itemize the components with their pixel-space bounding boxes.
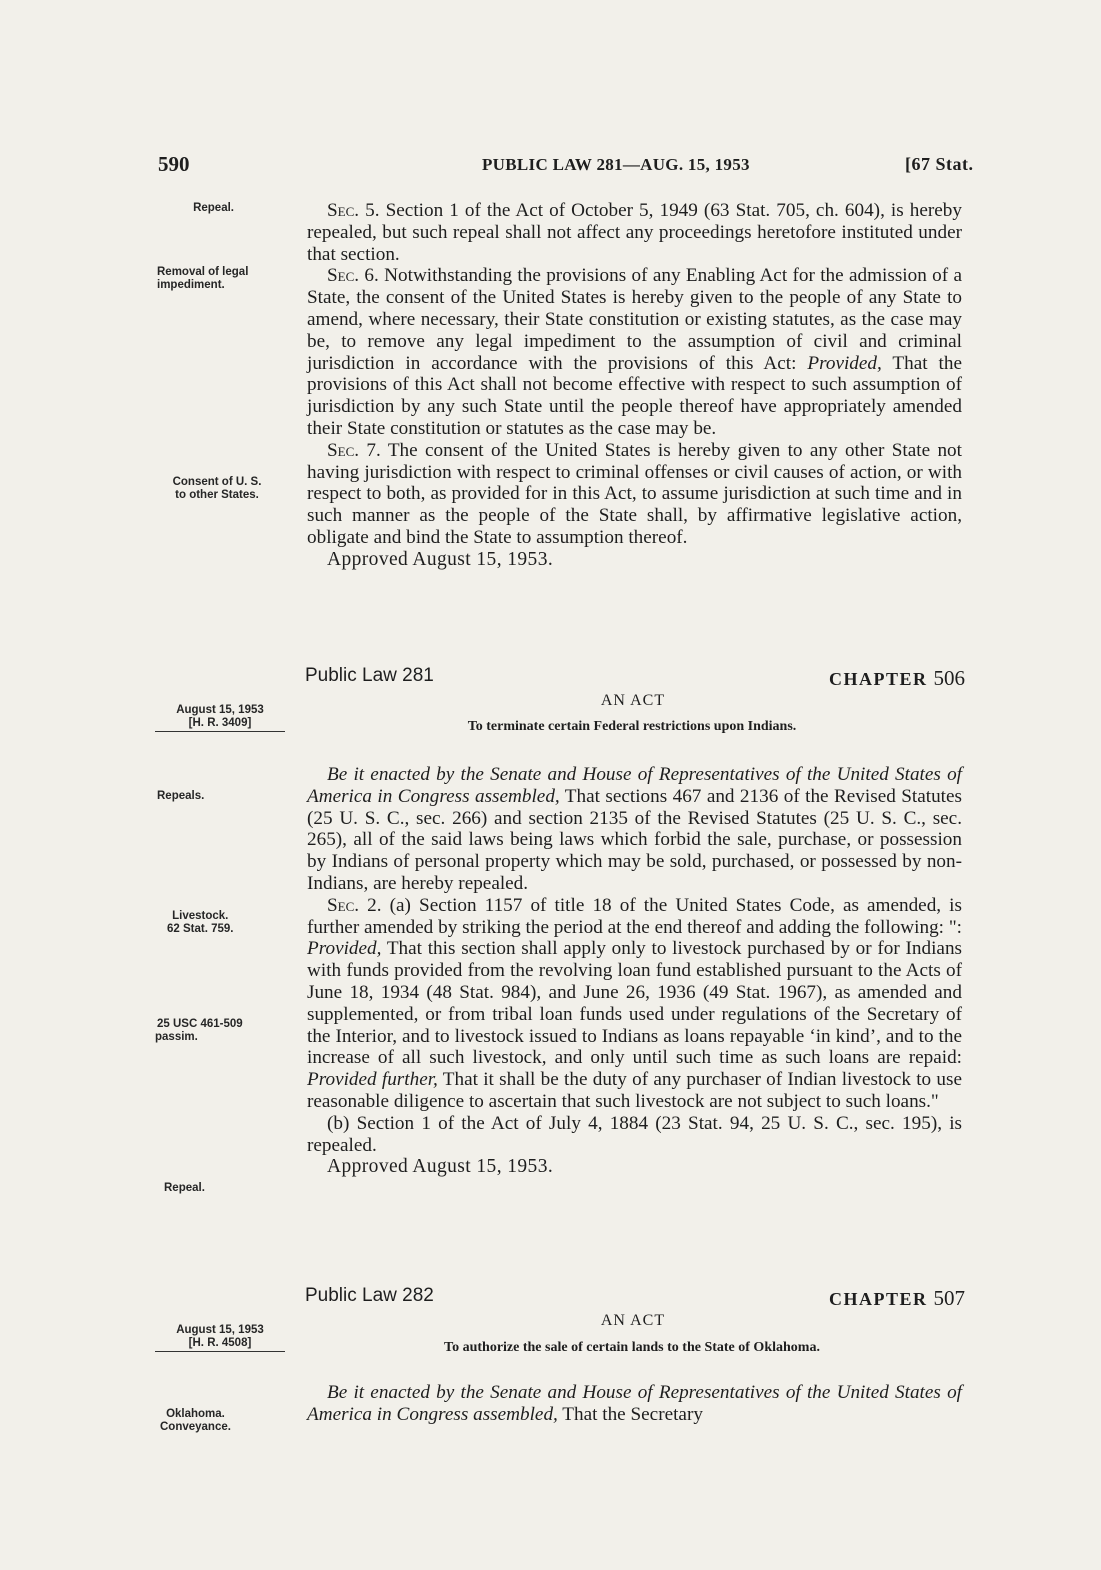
margin-note-repeals: Repeals. — [157, 790, 205, 802]
law-281-section-2b: (b) Section 1 of the Act of July 4, 1884 (23 Stat. 94, 25 U. S. C., sec. 195), is repealed. — [307, 1112, 962, 1156]
approved-line: Approved August 15, 1953. — [327, 548, 554, 570]
margin-note-line: 25 USC 461-509 — [157, 1018, 243, 1030]
section-6 — [307, 265, 962, 439]
running-header — [0, 150, 1101, 180]
section-text: That the Secretary — [557, 1403, 703, 1425]
date-bill-282 — [155, 1324, 285, 1352]
section-label: Sec. 6. — [327, 265, 379, 287]
margin-note-line: Conveyance. — [160, 1421, 231, 1433]
law-281-section-1 — [307, 764, 962, 895]
section-label: Sec. 5. — [327, 200, 380, 221]
section-text: That sections 467 and 2136 of the Revised Statutes (25 U. S. C., sec. 266) and section 2135 of the Revised Statutes (25 U. S. C., sec. 265), all of the said laws being laws which forbid the sale, purchase, or possession by Indians of personal property which may be sold, purchased, or possessed by non-Indians, are hereby repealed. — [307, 785, 962, 894]
enacting-clause: Be it enacted by the Senate and House of Representatives of the United States of America in Congress assembled, — [307, 764, 962, 807]
chapter-number: 506 — [933, 666, 965, 690]
margin-note-line: Oklahoma. — [166, 1408, 225, 1420]
section-label: Sec. 7. — [327, 439, 381, 461]
chapter-506 — [760, 666, 965, 691]
section-text: Notwithstanding the provisions of any Enabling Act for the admission of a State, the consent of the United States is hereby given to the people of any State to amend, where necessary, their State constitution or existing statutes, as the case may be, to remove any legal impediment to the assumption of civil and criminal jurisdiction in accordance with the provisions of this Act: — [307, 265, 962, 374]
margin-note-line: Livestock. — [172, 910, 229, 922]
margin-note-removal-of-legal-impediment — [157, 266, 277, 292]
approved-line-281: Approved August 15, 1953. — [327, 1156, 554, 1178]
provided-italic: Provided, — [307, 938, 382, 960]
public-law-281-heading: Public Law 281 — [305, 665, 434, 686]
margin-note-line: 62 Stat. 759. — [167, 923, 234, 935]
statute-reference: [67 Stat. — [905, 154, 974, 174]
section-label: Sec. 2. — [327, 894, 382, 916]
section-text: The consent of the United States is hereby given to any other State not having jurisdiction with respect to criminal offenses or civil causes of action, or with respect to both, as provided for in this Act, to assume jurisdiction at such time and in such manner as the people of the State shall, by affirmative legislative action, obligate and bind the State to assumption thereof. — [307, 439, 962, 548]
running-title: PUBLIC LAW 281—AUG. 15, 1953 — [482, 155, 750, 174]
law-281-body — [307, 764, 962, 1178]
date-line: August 15, 1953 — [176, 1324, 264, 1336]
margin-note-line: to other States. — [175, 489, 259, 501]
sections-5-to-7 — [307, 200, 962, 571]
section-text: That this section shall apply only to livestock purchased by or for Indians with funds provided from the revolving loan fund established pursuant to the Acts of June 18, 1934 (48 Stat. 984), and June 26, 1936 (49 Stat. 1967), as amended and supplemented, or from tribal loan funds used under regulations of the Secretary of the Interior, and to livestock issued to Indians as loans repayable ‘in kind’, and to the increase of all such livestock, and only until such time as such loans are repaid: — [307, 938, 962, 1069]
margin-note-consent-of-us — [157, 476, 277, 502]
an-act-281: AN ACT — [600, 692, 666, 709]
bill-number: [H. R. 4508] — [155, 1337, 285, 1352]
margin-note-usc — [155, 1018, 295, 1044]
section-text: That the provisions of this Act shall not become effective with respect to such assumption of jurisdiction by any such State until the people thereof have appropriately amended their State constitution or statutes as the case may be. — [307, 352, 962, 439]
margin-note-livestock — [167, 910, 233, 936]
margin-note-line: passim. — [155, 1031, 198, 1043]
margin-note-repeal — [150, 202, 234, 215]
margin-note-line: Removal of legal — [157, 266, 249, 278]
margin-note-line: impediment. — [157, 279, 225, 291]
margin-note-line: Consent of U. S. — [172, 476, 262, 488]
provided-further-italic: Provided further, — [307, 1069, 438, 1091]
public-law-282-heading: Public Law 282 — [305, 1285, 434, 1306]
chapter-number: 507 — [933, 1286, 965, 1310]
date-bill-281 — [155, 704, 285, 732]
act-purpose-281: To terminate certain Federal restrictions upon Indians. — [467, 719, 797, 734]
date-line: August 15, 1953 — [176, 704, 264, 716]
margin-note-repeal-2: Repeal. — [164, 1182, 205, 1194]
an-act-282: AN ACT — [600, 1312, 666, 1329]
law-281-section-2a — [307, 895, 962, 1113]
chapter-word: CHAPTER — [828, 669, 928, 689]
provided-italic: Provided, — [807, 352, 882, 374]
page-number: 590 — [158, 152, 190, 176]
act-purpose-282: To authorize the sale of certain lands to the State of Oklahoma. — [444, 1340, 820, 1355]
section-text: (a) Section 1157 of title 18 of the United States Code, as amended, is further amended by striking the period at the end thereof and adding the following: ": — [307, 894, 962, 938]
section-text: That it shall be the duty of any purchaser of Indian livestock to use reasonable diligence to ascertain that such livestock are not subject to such loans." — [307, 1069, 962, 1112]
section-7 — [307, 440, 962, 549]
margin-note-text: Repeal. — [193, 202, 234, 214]
bill-number: [H. R. 3409] — [155, 717, 285, 732]
chapter-word: CHAPTER — [828, 1289, 928, 1309]
margin-note-oklahoma — [160, 1408, 231, 1434]
enacting-clause: Be it enacted by the Senate and House of Representatives of the United States of America in Congress assembled, — [307, 1382, 962, 1425]
law-282-body — [307, 1382, 962, 1426]
section-5 — [307, 200, 962, 265]
law-282-section-1 — [307, 1382, 962, 1426]
section-text: Section 1 of the Act of October 5, 1949 (63 Stat. 705, ch. 604), is hereby repealed, but such repeal shall not affect any proceedings heretofore instituted under that section. — [307, 200, 962, 265]
chapter-507 — [760, 1286, 965, 1311]
